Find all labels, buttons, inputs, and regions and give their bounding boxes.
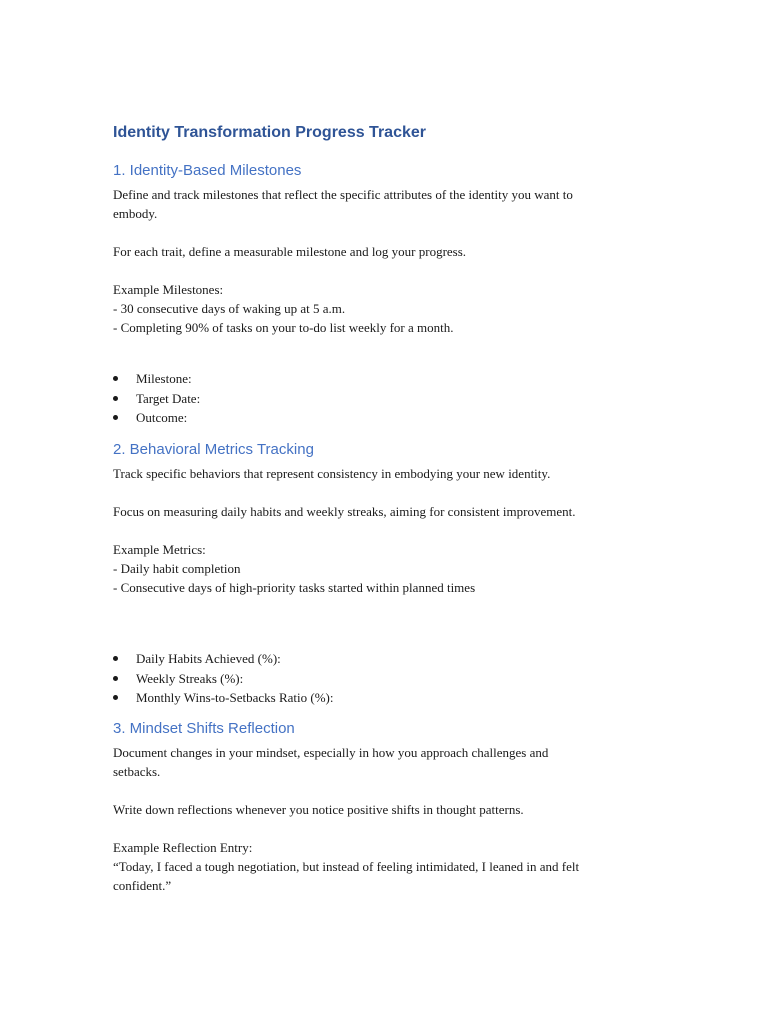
field-label-wins-ratio: Monthly Wins-to-Setbacks Ratio (%): (136, 690, 334, 705)
section-3-heading: 3. Mindset Shifts Reflection (113, 720, 295, 737)
list-item (113, 688, 333, 708)
section-1-intro-line-1: Define and track milestones that reflect the specific attributes of the identity you want to (113, 187, 573, 202)
section-1-example-item: - Completing 90% of tasks on your to-do list weekly for a month. (113, 320, 454, 335)
field-label-milestone: Milestone: (136, 371, 192, 386)
bullet-icon (113, 656, 118, 661)
section-3-intro (113, 743, 648, 781)
document-title: Identity Transformation Progress Tracker (113, 124, 426, 141)
section-2-examples (113, 540, 648, 597)
bullet-icon (113, 396, 118, 401)
section-2-heading: 2. Behavioral Metrics Tracking (113, 441, 314, 458)
section-1-example-label: Example Milestones: (113, 282, 224, 297)
bullet-icon (113, 695, 118, 700)
section-2-instruction: Focus on measuring daily habits and weekly streaks, aiming for consistent improvement. (113, 504, 576, 519)
field-label-outcome: Outcome: (136, 410, 188, 425)
section-2-field-list (113, 649, 333, 708)
section-3-quote-line-2: confident.” (113, 878, 172, 893)
section-3-example (113, 838, 648, 895)
field-label-daily-habits: Daily Habits Achieved (%): (136, 651, 281, 666)
section-3-instruction: Write down reflections whenever you notice positive shifts in thought patterns. (113, 802, 524, 817)
section-1-intro (113, 185, 648, 223)
section-1-instruction: For each trait, define a measurable milestone and log your progress. (113, 244, 467, 259)
section-1-intro-line-2: embody. (113, 206, 158, 221)
field-label-target-date: Target Date: (136, 390, 201, 406)
section-1-field-list (113, 369, 200, 428)
bullet-icon (113, 415, 118, 420)
bullet-icon (113, 676, 118, 681)
section-3-intro-line-1: Document changes in your mindset, especially in how you approach challenges and (113, 745, 549, 760)
list-item (113, 649, 333, 669)
list-item (113, 669, 333, 689)
list-item (113, 369, 200, 389)
section-1-example-item: - 30 consecutive days of waking up at 5 a.m. (113, 301, 346, 316)
section-3-intro-line-2: setbacks. (113, 764, 161, 779)
field-label-weekly-streaks: Weekly Streaks (%): (136, 670, 244, 686)
list-item (113, 408, 200, 428)
section-3-example-label: Example Reflection Entry: (113, 840, 253, 855)
section-2-example-item: - Daily habit completion (113, 561, 241, 576)
section-1-examples (113, 280, 648, 337)
list-item (113, 389, 200, 409)
section-1-heading: 1. Identity-Based Milestones (113, 162, 302, 179)
section-2-example-label: Example Metrics: (113, 542, 206, 557)
section-2-intro: Track specific behaviors that represent consistency in embodying your new identity. (113, 466, 551, 481)
section-3-quote-line-1: “Today, I faced a tough negotiation, but instead of feeling intimidated, I leaned in and felt (113, 859, 580, 874)
section-2-example-item: - Consecutive days of high-priority tasks started within planned times (113, 580, 476, 595)
bullet-icon (113, 376, 118, 381)
